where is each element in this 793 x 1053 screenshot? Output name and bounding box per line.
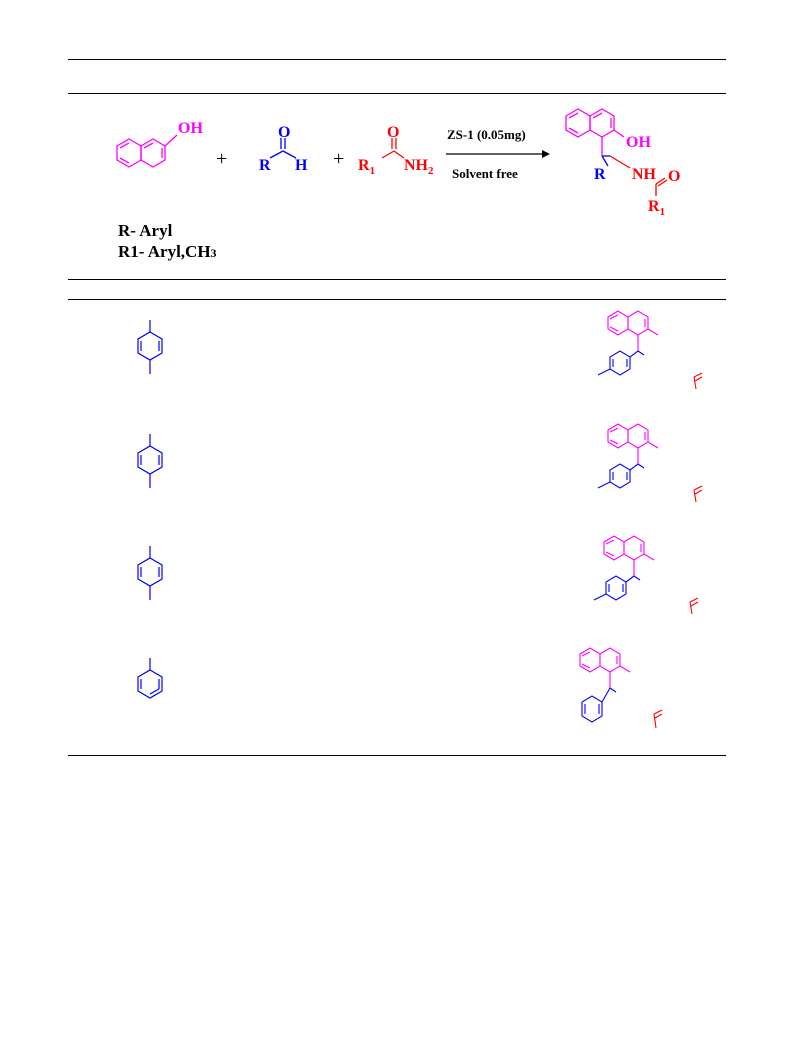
legend-r: R- Aryl xyxy=(118,221,173,240)
amide-nh2-label xyxy=(404,157,434,177)
amide-r1-subscript: 1 xyxy=(369,165,376,178)
aldehyde-r-label: R xyxy=(259,157,271,174)
amide-nh-subscript: 2 xyxy=(428,165,434,178)
product-r1-subscript: 1 xyxy=(659,206,666,219)
conditions-label: Solvent free xyxy=(452,166,518,181)
product-oh-label: OH xyxy=(626,134,651,151)
amide-r1-label xyxy=(358,157,375,177)
scheme-bottom-rule xyxy=(68,279,726,280)
product-nh-label: NH xyxy=(632,166,656,183)
product-r-label: R xyxy=(594,166,606,183)
legend-r1-text: R1- Aryl,CH xyxy=(118,242,211,261)
plus-sign-2: + xyxy=(333,148,345,170)
legend-r1 xyxy=(118,241,217,264)
aldehyde-o-label: O xyxy=(278,124,291,141)
product-o-label: O xyxy=(668,168,681,185)
row-4-product-structure xyxy=(572,642,692,742)
row-3-product-structure xyxy=(586,530,706,630)
reaction-arrow xyxy=(446,148,550,160)
product-r1-label xyxy=(648,198,665,218)
amide-r1-text: R xyxy=(358,157,370,174)
product-structure xyxy=(558,96,698,226)
naphthol-oh-label: OH xyxy=(178,120,203,137)
row-2-aldehyde-structure xyxy=(130,432,170,498)
row-3-aldehyde-structure xyxy=(130,544,170,610)
table-bottom-rule xyxy=(68,755,726,756)
amide-o-label: O xyxy=(387,124,400,141)
table-header-rule xyxy=(68,93,726,94)
table-top-rule xyxy=(68,59,726,60)
table-columns-rule xyxy=(68,299,726,300)
aldehyde-h-label: H xyxy=(295,157,308,174)
row-2-product-structure xyxy=(590,418,710,518)
plus-sign-1: + xyxy=(216,148,228,170)
amide-nh-text: NH xyxy=(404,157,428,174)
legend-r1-subscript: 3 xyxy=(210,246,217,260)
row-4-aldehyde-structure xyxy=(130,656,170,712)
catalyst-label: ZS-1 (0.05mg) xyxy=(447,127,526,142)
substituent-legend xyxy=(118,220,217,264)
product-r1-text: R xyxy=(648,198,660,215)
row-1-product-structure xyxy=(590,305,710,405)
row-1-aldehyde-structure xyxy=(130,318,170,384)
